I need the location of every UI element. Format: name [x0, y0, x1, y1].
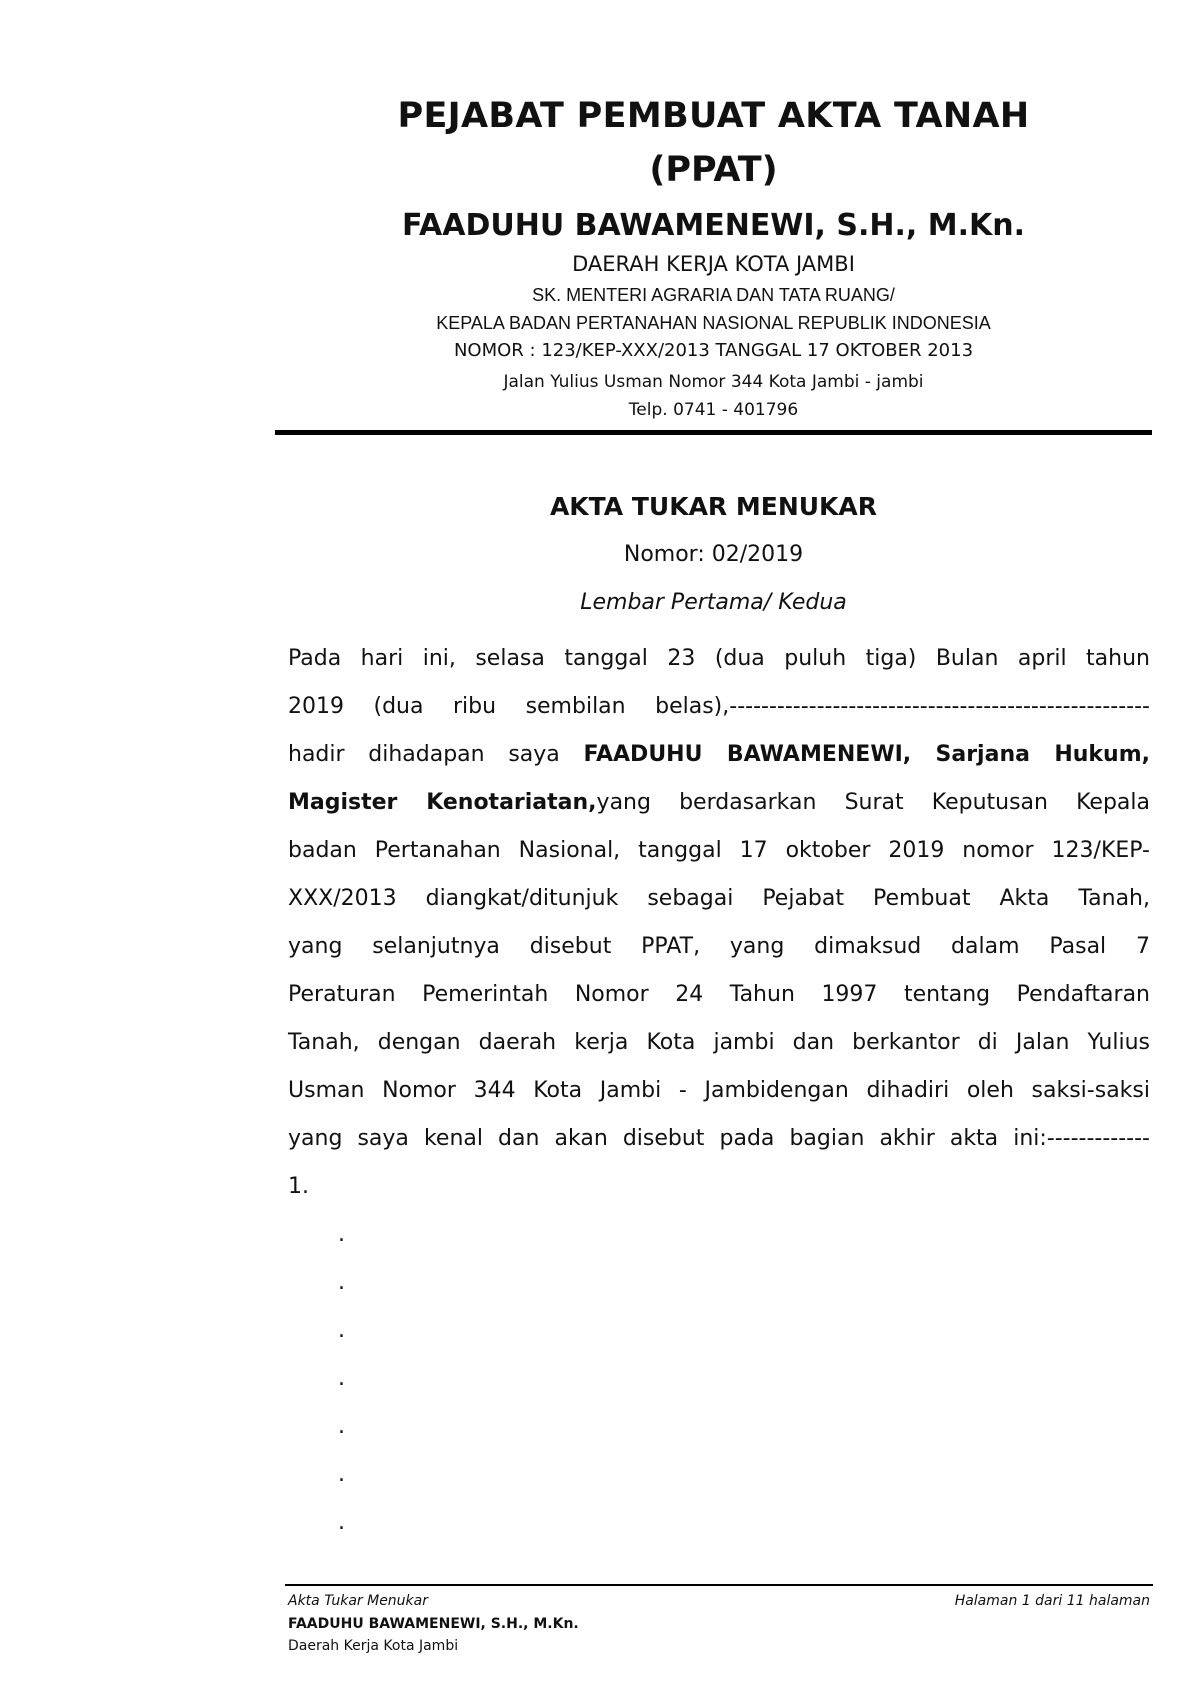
placeholder-dot: . — [338, 1270, 345, 1295]
official-name-bold: FAADUHU BAWAMENEWI, Sarjana Hukum, — [583, 742, 1150, 767]
letterhead-title: PEJABAT PEMBUAT AKTA TANAH — [397, 96, 1030, 136]
document-sheet-label: Lembar Pertama/ Kedua — [580, 590, 847, 615]
body-line: yang selanjutnya disebut PPAT, yang dimaksud dalam Pasal 7 — [288, 934, 1150, 959]
footer-official-name: FAADUHU BAWAMENEWI, S.H., M.Kn. — [288, 1616, 579, 1632]
footer-divider — [285, 1584, 1153, 1586]
body-line — [288, 740, 1150, 770]
letterhead-decree-line-1: SK. MENTERI AGRARIA DAN TATA RUANG/ — [532, 285, 895, 305]
footer-document-title: Akta Tukar Menukar — [288, 1593, 428, 1609]
list-item-number: 1. — [288, 1174, 309, 1199]
body-text: hadir dihadapan saya — [288, 742, 584, 767]
letterhead-official-name: FAADUHU BAWAMENEWI, S.H., M.Kn. — [402, 208, 1025, 243]
footer-page-info: Halaman 1 dari 11 halaman — [954, 1593, 1150, 1609]
body-line: Tanah, dengan daerah kerja Kota jambi dan berkantor di Jalan Yulius — [288, 1030, 1150, 1055]
footer-work-area: Daerah Kerja Kota Jambi — [288, 1638, 459, 1654]
body-line: badan Pertanahan Nasional, tanggal 17 oktober 2019 nomor 123/KEP- — [288, 838, 1150, 863]
placeholder-dot: . — [338, 1222, 345, 1247]
letterhead-work-area: DAERAH KERJA KOTA JAMBI — [572, 252, 855, 276]
official-title-bold: Magister Kenotariatan, — [288, 790, 597, 815]
body-line: yang saya kenal dan akan disebut pada bagian akhir akta ini:------------- — [288, 1126, 1150, 1151]
body-line — [288, 788, 1150, 818]
placeholder-dot: . — [338, 1414, 345, 1439]
letterhead-decree-line-2: KEPALA BADAN PERTANAHAN NASIONAL REPUBLIK INDONESIA — [436, 313, 991, 333]
letterhead-phone: Telp. 0741 - 401796 — [628, 400, 799, 420]
placeholder-dot: . — [338, 1366, 345, 1391]
body-line: Peraturan Pemerintah Nomor 24 Tahun 1997 tentang Pendaftaran — [288, 982, 1150, 1007]
body-line: Pada hari ini, selasa tanggal 23 (dua puluh tiga) Bulan april tahun — [288, 646, 1150, 671]
letterhead-address: Jalan Yulius Usman Nomor 344 Kota Jambi - jambi — [503, 372, 924, 392]
body-line: Usman Nomor 344 Kota Jambi - Jambidengan dihadiri oleh saksi-saksi — [288, 1078, 1150, 1103]
placeholder-dot: . — [338, 1510, 345, 1535]
body-line: 2019 (dua ribu sembilan belas),----------------------------------------------------- — [288, 694, 1150, 719]
body-text: yang berdasarkan Surat Keputusan Kepala — [596, 790, 1150, 815]
letterhead-subtitle: (PPAT) — [649, 150, 778, 190]
letterhead-decree-number: NOMOR : 123/KEP-XXX/2013 TANGGAL 17 OKTOBER 2013 — [453, 340, 974, 361]
placeholder-dot: . — [338, 1462, 345, 1487]
document-number: Nomor: 02/2019 — [623, 542, 804, 567]
body-line: XXX/2013 diangkat/ditunjuk sebagai Pejabat Pembuat Akta Tanah, — [288, 886, 1150, 911]
document-title: AKTA TUKAR MENUKAR — [549, 492, 878, 521]
letterhead-divider — [275, 430, 1152, 435]
placeholder-dot: . — [338, 1318, 345, 1343]
